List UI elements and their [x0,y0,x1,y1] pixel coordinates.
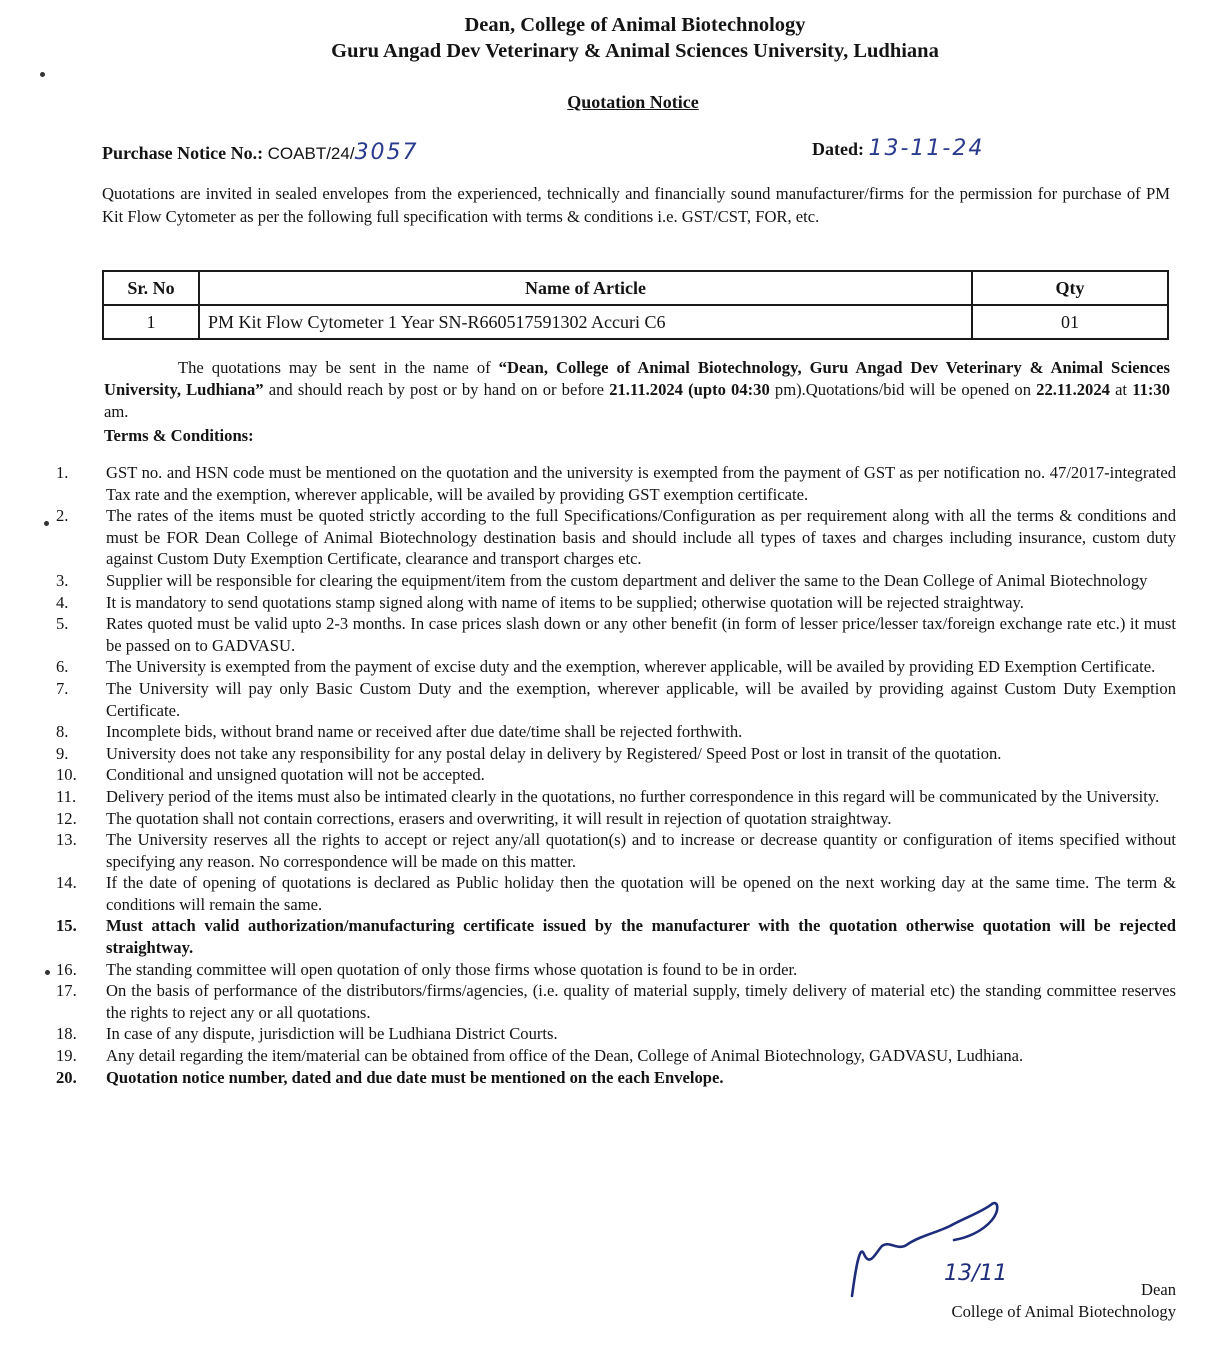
terms-heading: Terms & Conditions: [104,426,254,445]
table-row [103,305,1168,339]
opening-date: 22.11.2024 [1036,380,1110,399]
terms-item [0,829,1176,872]
terms-item-text: Quotation notice number, dated and due date must be mentioned on the each Envelope. [106,1067,724,1087]
terms-item-text: University does not take any responsibility for any postal delay in delivery by Registered/ Speed Post or lost in transit of the quotation. [106,743,1002,763]
terms-item-number: 11. [56,786,77,806]
terms-item-text: Any detail regarding the item/material can be obtained from office of the Dean, College of Animal Biotechnology, GADVASU, Ludhiana. [106,1046,1024,1066]
terms-item-number: 15. [56,916,77,936]
terms-item [0,1067,1176,1089]
terms-item-number: 13. [56,830,77,850]
terms-item [0,743,1176,765]
purchase-notice-number [102,140,419,165]
terms-item-number: 3. [56,570,69,590]
cell-article-name: PM Kit Flow Cytometer 1 Year SN-R660517591302 Accuri C6 [199,305,972,339]
terms-item-text: It is mandatory to send quotations stamp signed along with name of items to be supplied; otherwise quotation will be rejected straightway. [106,592,1024,612]
terms-list [0,462,1176,1088]
due-date: 21.11.2024 (upto 04:30 [609,380,770,399]
terms-item-text: The University reserves all the rights to accept or reject any/all quotation(s) and to increase or decrease quantity or configuration of items specified without specifying any reason. No correspondence will be made on this matter. [106,830,1176,871]
terms-item [0,980,1176,1023]
terms-item-text: Supplier will be responsible for clearing the equipment/item from the custom department and deliver the same to the Dean College of Animal Biotechnology [106,570,1148,590]
terms-item [0,808,1176,830]
terms-item-text: The quotation shall not contain corrections, erasers and overwriting, it will result in rejection of quotation straightway. [106,808,892,828]
header-sr-no: Sr. No [103,271,199,305]
addressee: “Dean, College of Animal Biotechnology, Guru Angad Dev Veterinary & Animal Sciences University, Ludhiana” [104,358,1170,399]
terms-item-number: 10. [56,765,77,785]
scan-speck [40,72,45,77]
submission-paragraph [104,357,1170,423]
terms-item [0,1023,1176,1045]
letterhead-line-1: Dean, College of Animal Biotechnology [464,14,806,36]
cell-qty: 01 [972,305,1168,339]
letterhead [0,12,1205,64]
terms-item-number: 19. [56,1046,77,1066]
terms-item [0,656,1176,678]
terms-item-number: 5. [56,614,69,634]
terms-item-number: 14. [56,873,77,893]
terms-item-number: 12. [56,808,77,828]
terms-item [0,462,1176,505]
terms-item-text: The University is exempted from the payment of excise duty and the exemption, wherever applicable, will be availed by providing ED Exemption Certificate. [106,657,1156,677]
signature-date: 13/11 [944,1261,1008,1286]
notice-title: Quotation Notice [567,92,699,112]
terms-item-number: 16. [56,959,77,979]
terms-item-number: 7. [56,678,69,698]
header-qty: Qty [972,271,1168,305]
terms-item [0,764,1176,786]
signatory-block [900,1279,1176,1323]
terms-item [0,959,1176,981]
signatory-title: Dean [1140,1280,1176,1299]
table-header-row [103,271,1168,305]
header-name-of-article: Name of Article [199,271,972,305]
terms-item [0,613,1176,656]
terms-item-text: Conditional and unsigned quotation will not be accepted. [106,765,485,785]
terms-item-text: If the date of opening of quotations is declared as Public holiday then the quotation will be opened on the next working day at the same time. The term & conditions will remain the same. [106,873,1176,914]
terms-item-text: The University will pay only Basic Custom Duty and the exemption, wherever applicable, will be availed by providing against Custom Duty Exemption Certificate. [106,678,1176,720]
terms-item-number: 4. [56,592,69,612]
terms-item-number: 9. [56,743,69,763]
terms-item-text: The rates of the items must be quoted strictly according to the full Specifications/Configuration as per requirement along with all the terms & conditions and must be FOR Dean College of Animal Biotechnology destination basis and should include all types of taxes and charges including insurance, custom duty against Custom Duty Exemption Certificate, clearance and transport charges etc. [106,506,1176,569]
terms-item [0,915,1176,958]
terms-item-text: In case of any dispute, jurisdiction will be Ludhiana District Courts. [106,1024,558,1044]
notice-date [812,136,984,161]
terms-item [0,872,1176,915]
scan-speck [45,970,50,975]
terms-item-number: 2. [56,506,69,526]
terms-item-text: Delivery period of the items must also be intimated clearly in the quotations, no further correspondence in this regard will be communicated by the University. [106,786,1160,806]
terms-item-number: 1. [56,463,69,482]
terms-item [0,505,1176,570]
scan-speck [44,521,49,526]
terms-item-number: 17. [56,981,77,1001]
intro-paragraph: Quotations are invited in sealed envelopes from the experienced, technically and financially sound manufacturer/firms for the permission for purchase of PM Kit Flow Cytometer as per the following full specification with terms & conditions i.e. GST/CST, FOR, etc. [102,184,1170,226]
purchase-notice-prefix: COABT/24/ [267,144,355,163]
terms-item-number: 20. [56,1067,77,1087]
signatory-office: College of Animal Biotechnology [951,1302,1176,1321]
items-table [102,270,1169,340]
terms-item-number: 6. [56,657,69,677]
terms-item-text: Incomplete bids, without brand name or received after due date/time shall be rejected forthwith. [106,722,743,742]
handwritten-notice-number: 3057 [354,140,419,165]
letterhead-line-2: Guru Angad Dev Veterinary & Animal Sciences University, Ludhiana [331,40,939,62]
terms-item [0,1045,1176,1067]
terms-item-text: Must attach valid authorization/manufacturing certificate issued by the manufacturer with the quotation otherwise quotation will be rejected straightway. [106,916,1176,958]
opening-time: 11:30 [1132,380,1170,399]
terms-item-number: 8. [56,722,69,742]
terms-item [0,786,1176,808]
submission-text-1: The quotations may be sent in the name of [178,358,499,377]
submission-text-4: at [1109,380,1133,399]
terms-item-text: Rates quoted must be valid upto 2-3 months. In case prices slash down or any other benefit (in form of lesser price/lesser tax/foreign exchange rate etc.) it must be passed on to GADVASU. [106,614,1176,655]
cell-sr-no: 1 [103,305,199,339]
submission-text-5: am. [104,402,129,421]
terms-item-number: 18. [56,1024,77,1044]
terms-item [0,570,1176,592]
terms-item-text: The standing committee will open quotation of only those firms whose quotation is found to be in order. [106,959,798,979]
terms-item [0,592,1176,614]
submission-text-2: and should reach by post or by hand on or before [263,380,610,399]
purchase-notice-label: Purchase Notice No.: [102,143,264,163]
terms-item [0,721,1176,743]
terms-item-text: GST no. and HSN code must be mentioned on the quotation and the university is exempted from the payment of GST as per notification no. 47/2017-integrated Tax rate and the exemption, wherever applicable, will be availed by providing GST exemption certificate. [106,463,1176,504]
handwritten-date: 13-11-24 [868,136,985,161]
terms-item-text: On the basis of performance of the distributors/firms/agencies, (i.e. quality of material supply, timely delivery of material etc) the standing committee reserves the rights to reject any or all quotations. [106,981,1176,1022]
terms-item [0,678,1176,721]
dated-label: Dated: [812,139,864,159]
submission-text-3: pm).Quotations/bid will be opened on [769,380,1037,399]
